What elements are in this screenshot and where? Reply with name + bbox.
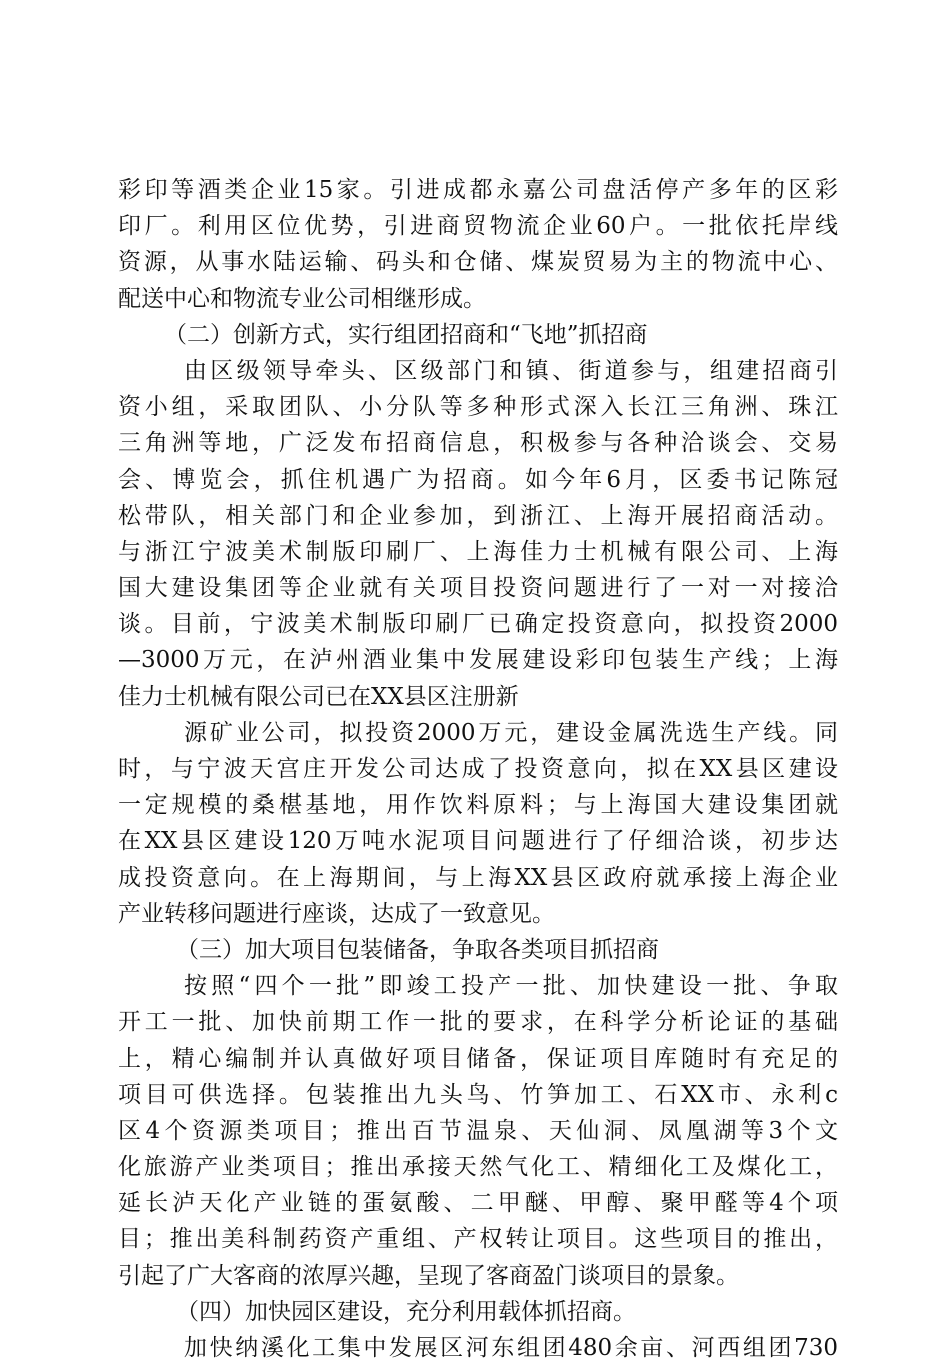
text-line: 三角洲等地，广泛发布招商信息，积极参与各种洽谈会、交易 — [118, 430, 838, 457]
document-body — [118, 172, 838, 1366]
text-line: 引起了广大客商的浓厚兴趣，呈现了客商盈门谈项目的景象。 — [118, 1262, 739, 1289]
text-line: 彩印等酒类企业15家。引进成都永嘉公司盘活停产多年的区彩 — [118, 177, 838, 203]
text-line: 延长泸天化产业链的蛋氨酸、二甲醚、甲醇、聚甲醛等4个项 — [118, 1190, 838, 1217]
text-line: 成投资意向。在上海期间，与上海XX县区政府就承接上海企业 — [118, 864, 838, 891]
section-heading: （二）创新方式，实行组团招商和“飞地”抓招商 — [164, 321, 648, 348]
section-heading: （四）加快园区建设，充分利用载体抓招商。 — [176, 1298, 636, 1325]
text-line: 按照“四个一批”即竣工投产一批、加快建设一批、争取 — [184, 973, 838, 1000]
text-line: 资源，从事水陆运输、码头和仓储、煤炭贸易为主的物流中心、 — [118, 249, 838, 276]
section-heading: （三）加大项目包装储备，争取各类项目抓招商 — [176, 936, 659, 963]
text-line: 化旅游产业类项目；推出承接天然气化工、精细化工及煤化工， — [118, 1154, 838, 1181]
text-line: 谈。目前，宁波美术制版印刷厂已确定投资意向，拟投资2000 — [118, 611, 838, 638]
text-line: 目；推出美科制药资产重组、产权转让项目。这些项目的推出， — [118, 1226, 838, 1253]
text-line: 上，精心编制并认真做好项目储备，保证项目库随时有充足的 — [118, 1045, 838, 1072]
text-line: 加快纳溪化工集中发展区河东组团480余亩、河西组团730 — [184, 1335, 838, 1361]
text-line: 资小组，采取团队、小分队等多种形式深入长江三角洲、珠江 — [118, 394, 838, 421]
text-line: 由区级领导牵头、区级部门和镇、街道参与，组建招商引 — [184, 357, 838, 384]
text-line: —3000万元，在泸州酒业集中发展建设彩印包装生产线；上海 — [118, 647, 838, 674]
text-line: 配送中心和物流专业公司相继形成。 — [118, 285, 486, 312]
text-line: 区4个资源类项目；推出百节温泉、天仙洞、凤凰湖等3个文 — [118, 1117, 838, 1144]
text-line: 会、博览会，抓住机遇广为招商。如今年6月，区委书记陈冠 — [118, 466, 838, 493]
text-line: 印厂。利用区位优势，引进商贸物流企业60户。一批依托岸线 — [118, 213, 838, 240]
text-line: 产业转移问题进行座谈，达成了一致意见。 — [118, 900, 555, 927]
text-line: 源矿业公司，拟投资2000万元，建设金属洗选生产线。同 — [184, 719, 838, 746]
text-line: 与浙江宁波美术制版印刷厂、上海佳力士机械有限公司、上海 — [118, 538, 838, 565]
text-line: 佳力士机械有限公司已在XX县区注册新 — [118, 683, 519, 710]
text-line: 时，与宁波天宫庄开发公司达成了投资意向，拟在XX县区建设 — [118, 756, 838, 782]
text-line: 一定规模的桑椹基地，用作饮料原料；与上海国大建设集团就 — [118, 792, 838, 819]
text-line: 国大建设集团等企业就有关项目投资问题进行了一对一对接洽 — [118, 575, 838, 602]
text-line: 在XX县区建设120万吨水泥项目问题进行了仔细洽谈，初步达 — [118, 828, 838, 855]
text-line: 开工一批、加快前期工作一批的要求，在科学分析论证的基础 — [118, 1009, 838, 1036]
text-line: 项目可供选择。包装推出九头鸟、竹笋加工、石XX市、永利c — [118, 1081, 838, 1108]
text-line: 松带队，相关部门和企业参加，到浙江、上海开展招商活动。 — [118, 502, 838, 529]
